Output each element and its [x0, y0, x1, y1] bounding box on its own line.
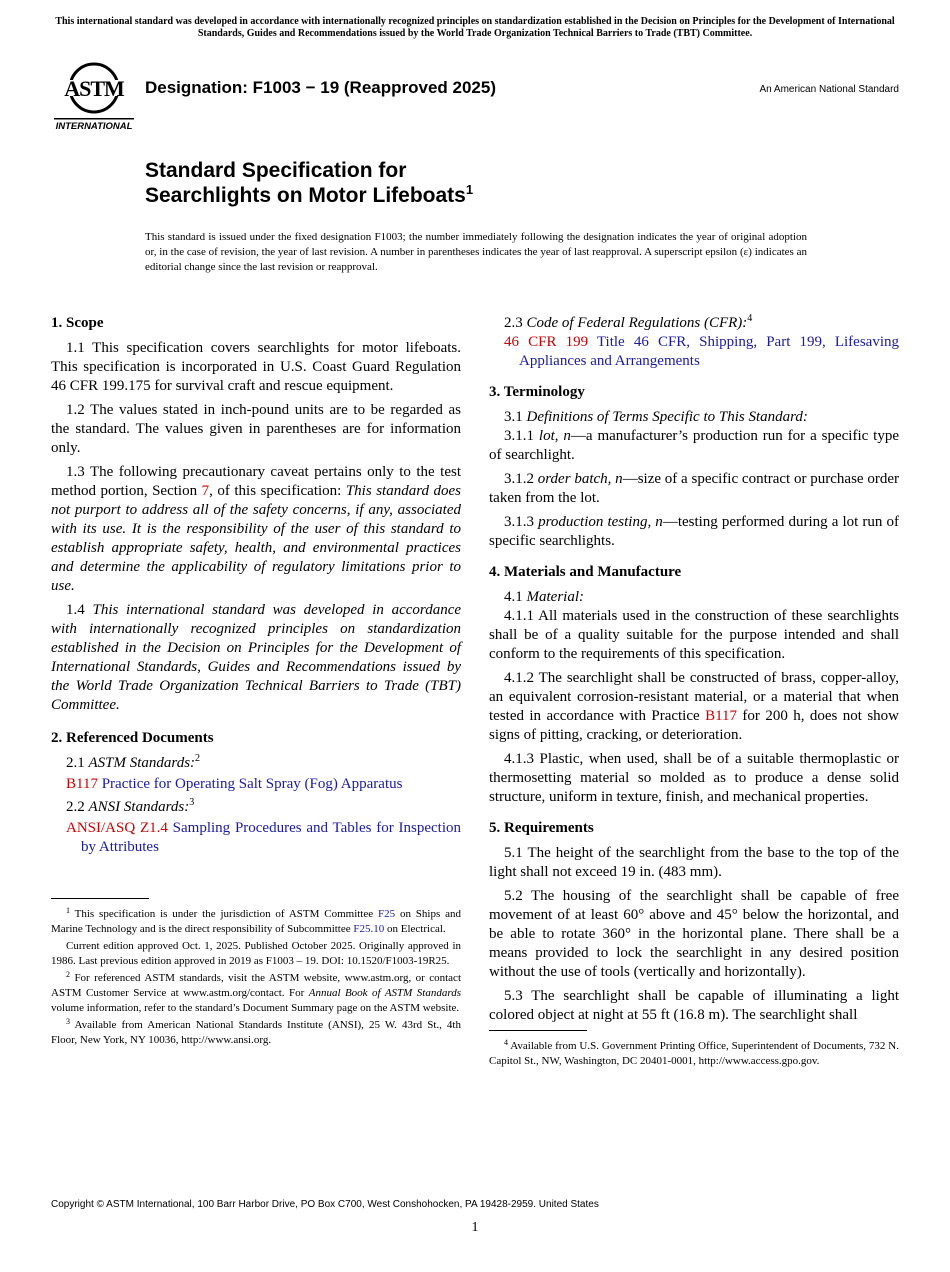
- right-column: [489, 314, 899, 1030]
- safety-caveat: This standard does not purport to address all of the safety concerns, if any, associated with its use. It is the responsibility of the user of this standard to establish appropriate safety, health, and environmental practices and determine the applicability of regulatory limitations prior to use.: [51, 483, 461, 594]
- def-order-batch: —size of a specific contract or purchase order taken from the lot.: [489, 471, 899, 506]
- copyright-line: Copyright © ASTM International, 100 Barr Harbor Drive, PO Box C700, West Conshohocken, PA 19428-2959. United States: [51, 1199, 599, 1210]
- footnote-3: [51, 1018, 461, 1048]
- footnote-mark-3: 3: [189, 797, 195, 808]
- para-4-1: [489, 588, 899, 607]
- para-3-1-3-num: 3.1.3: [504, 514, 539, 530]
- footnote-4: [489, 1039, 899, 1069]
- footnote-2-b: volume information, refer to the standard’s Document Summary page on the ASTM website.: [51, 1002, 460, 1014]
- document-title: [145, 158, 473, 208]
- ref-b117-code[interactable]: B117: [66, 776, 98, 792]
- ref-ansi[interactable]: [51, 819, 461, 857]
- para-2-3: [489, 314, 899, 333]
- footnote-4-mark: 4: [504, 1038, 508, 1047]
- para-3-1-2-num: 3.1.2: [504, 471, 538, 487]
- footnote-1-mark: 1: [66, 906, 70, 915]
- para-4-1-1: 4.1.1 All materials used in the construction of these searchlights shall be of a quality suitable for the purpose intended and shall conform to the requirements of this specification.: [489, 608, 899, 662]
- footnote-rule-right: [489, 1030, 587, 1031]
- edition-note: Current edition approved Oct. 1, 2025. Published October 2025. Originally approved in 1986. Last previous edition approved in 2019 as F1003 – 19. DOI: 10.1520/F1003-19R25.: [51, 940, 461, 967]
- para-2-1-num: 2.1: [66, 755, 89, 771]
- para-2-2: [51, 798, 461, 817]
- trade-statement: This international standard was developed in accordance with internationally recognized principles on standardization established in the Decision on Principles for the Development of International Standards, Guides and Recommendations issued by the World Trade Organization Technical Barriers to Trade (TBT) Committee.: [51, 602, 462, 713]
- term-production-testing: production testing, n: [538, 514, 663, 530]
- ansi-standards-label: ANSI Standards:: [88, 799, 190, 815]
- para-3-1-num: 3.1: [504, 409, 527, 425]
- para-4-1-2-b: for 200 h, does not show signs of pitting, cracking, or deterioration.: [489, 708, 899, 743]
- para-3-1-2: [489, 470, 899, 508]
- ref-ansi-code[interactable]: ANSI/ASQ Z1.4: [66, 820, 168, 836]
- footnote-mark-4: 4: [747, 313, 753, 324]
- def-production-testing: —testing performed during a lot run of specific searchlights.: [489, 514, 899, 549]
- designation: Designation: F1003 − 19 (Reapproved 2025): [145, 78, 496, 97]
- section-1-heading: 1. Scope: [51, 315, 104, 331]
- para-5-2: 5.2 The housing of the searchlight shall be capable of free movement of at least 60° above and 45° below the horizontal, and be able to rotate 360° in the horizontal plane. There shall be a means provided to lock the searchlight in any desired position without the use of tools (vertically and horizontally).: [489, 888, 899, 980]
- para-4-1-3: 4.1.3 Plastic, when used, shall be of a suitable thermoplastic or thermosetting material so molded as to produce a dense solid structure, uniform in texture, finish, and mechanical properties.: [489, 751, 899, 805]
- footnote-1-b: on Ships and Marine Technology and is the direct responsibility of Subcommittee: [51, 908, 461, 935]
- para-1-4-num: 1.4: [66, 602, 93, 618]
- section-5-heading: 5. Requirements: [489, 820, 594, 836]
- para-2-1: [51, 754, 461, 773]
- para-3-1-3: [489, 513, 899, 551]
- title-line-2-text: Searchlights on Motor Lifeboats: [145, 184, 466, 207]
- para-1-1: 1.1 This specification covers searchlights for motor lifeboats. This specification is incorporated in U.S. Coast Guard Regulation 46 CFR 199.175 for survival craft and rescue equipment.: [51, 340, 461, 394]
- para-1-3: [51, 463, 461, 596]
- footnote-3-text: Available from American National Standards Institute (ANSI), 25 W. 43rd St., 4th Floor, New York, NY 10036, http://www.ansi.org.: [51, 1019, 461, 1046]
- definitions-label: Definitions of Terms Specific to This Standard:: [526, 409, 808, 425]
- section-3-heading: 3. Terminology: [489, 384, 585, 400]
- para-4-1-2-a: 4.1.2 The searchlight shall be constructed of brass, copper-alloy, an equivalent corrosion-resistant material, or a material that when tested in accordance with Practice: [489, 670, 899, 724]
- cfr-label: Code of Federal Regulations (CFR):: [526, 315, 748, 331]
- para-4-1-num: 4.1: [504, 589, 527, 605]
- para-3-1-1: [489, 427, 899, 465]
- footnote-2: [51, 971, 461, 1016]
- para-4-1-2: [489, 669, 899, 745]
- term-order-batch: order batch, n: [537, 471, 623, 487]
- para-2-3-num: 2.3: [504, 315, 527, 331]
- para-1-3-a: 1.3 The following precautionary caveat pertains only to the test method portion, Section: [51, 464, 461, 499]
- para-1-4: [51, 601, 461, 715]
- designation-note: This standard is issued under the fixed designation F1003; the number immediately following the designation indicates the year of original adoption or, in the case of revision, the year of last revision. A number in parentheses indicates the year of last reapproval. A superscript epsilon (ε) indicates an editorial change since the last revision or reapproval.: [145, 231, 807, 273]
- footnote-3-mark: 3: [66, 1017, 70, 1026]
- ref-ansi-title[interactable]: Sampling Procedures and Tables for Inspection by Attributes: [81, 820, 461, 855]
- ref-b117-title[interactable]: Practice for Operating Salt Spray (Fog) Apparatus: [101, 776, 403, 792]
- astm-standards-label: ASTM Standards:: [88, 755, 196, 771]
- footnote-2-a: For referenced ASTM standards, visit the ASTM website, www.astm.org, or contact ASTM Customer Service at www.astm.org/contact. For: [51, 972, 461, 999]
- para-5-1: 5.1 The height of the searchlight from the base to the top of the light shall not exceed 19 in. (483 mm).: [489, 845, 899, 880]
- footnote-4-text: Available from U.S. Government Printing Office, Superintendent of Documents, 732 N. Capitol St., NW, Washington, DC 20401-0001, http://www.access.gpo.gov.: [489, 1040, 899, 1067]
- footnote-rule-left: [51, 898, 149, 899]
- title-line-1: Standard Specification for: [145, 159, 407, 182]
- title-line-2: [145, 183, 473, 208]
- para-5-3: 5.3 The searchlight shall be capable of illuminating a light colored object at night at 55 ft (16.8 m). The searchlight shall: [489, 988, 899, 1023]
- section-4-heading: 4. Materials and Manufacture: [489, 564, 682, 580]
- footnotes-right: [489, 1039, 899, 1071]
- para-3-1: [489, 408, 899, 427]
- footnote-1-a: This specification is under the jurisdiction of ASTM Committee: [70, 908, 378, 920]
- footnote-mark-2: 2: [195, 753, 201, 764]
- footnote-2-mark: 2: [66, 970, 70, 979]
- para-1-2: 1.2 The values stated in inch-pound units are to be regarded as the standard. The values given in parentheses are for information only.: [51, 402, 461, 456]
- american-national-standard-label: An American National Standard: [759, 84, 899, 95]
- section-7-link[interactable]: 7: [201, 483, 210, 499]
- left-column: [51, 304, 461, 861]
- ref-b117[interactable]: [51, 775, 461, 794]
- def-lot: —a manufacturer’s production run for a specific type of searchlight.: [489, 428, 899, 463]
- ref-cfr-code[interactable]: 46 CFR 199: [504, 334, 589, 350]
- term-lot: lot, n: [538, 428, 571, 444]
- logo-word: INTERNATIONAL: [55, 121, 133, 132]
- footnotes-left: [51, 907, 461, 1050]
- footnote-1: [51, 907, 461, 937]
- footnote-1-c: on Electrical.: [384, 923, 446, 935]
- astm-logo-icon: [54, 58, 134, 132]
- annual-book-title: Annual Book of ASTM Standards: [308, 987, 461, 999]
- section-2-heading: 2. Referenced Documents: [51, 730, 214, 746]
- ref-cfr[interactable]: [489, 333, 899, 371]
- b117-link[interactable]: B117: [705, 708, 738, 724]
- para-3-1-1-num: 3.1.1: [504, 428, 539, 444]
- f25-link[interactable]: F25: [377, 908, 396, 920]
- title-footnote-mark: 1: [465, 182, 474, 197]
- trade-notice: This international standard was developed in accordance with internationally recognized principles on standardization established in the Decision on Principles for the Development of International Standards, Guides and Recommendations issued by the World Trade Organization Technical Barriers to Trade (TBT) Committee.: [55, 16, 895, 39]
- para-2-2-num: 2.2: [66, 799, 89, 815]
- logo-letters: ASTM: [64, 76, 124, 101]
- page-number: 1: [471, 1220, 479, 1235]
- para-1-3-b: , of this specification:: [209, 483, 346, 499]
- material-label: Material:: [526, 589, 584, 605]
- ref-cfr-title[interactable]: Title 46 CFR, Shipping, Part 199, Lifesaving Appliances and Arrangements: [519, 334, 899, 369]
- f25-10-link[interactable]: F25.10: [353, 923, 385, 935]
